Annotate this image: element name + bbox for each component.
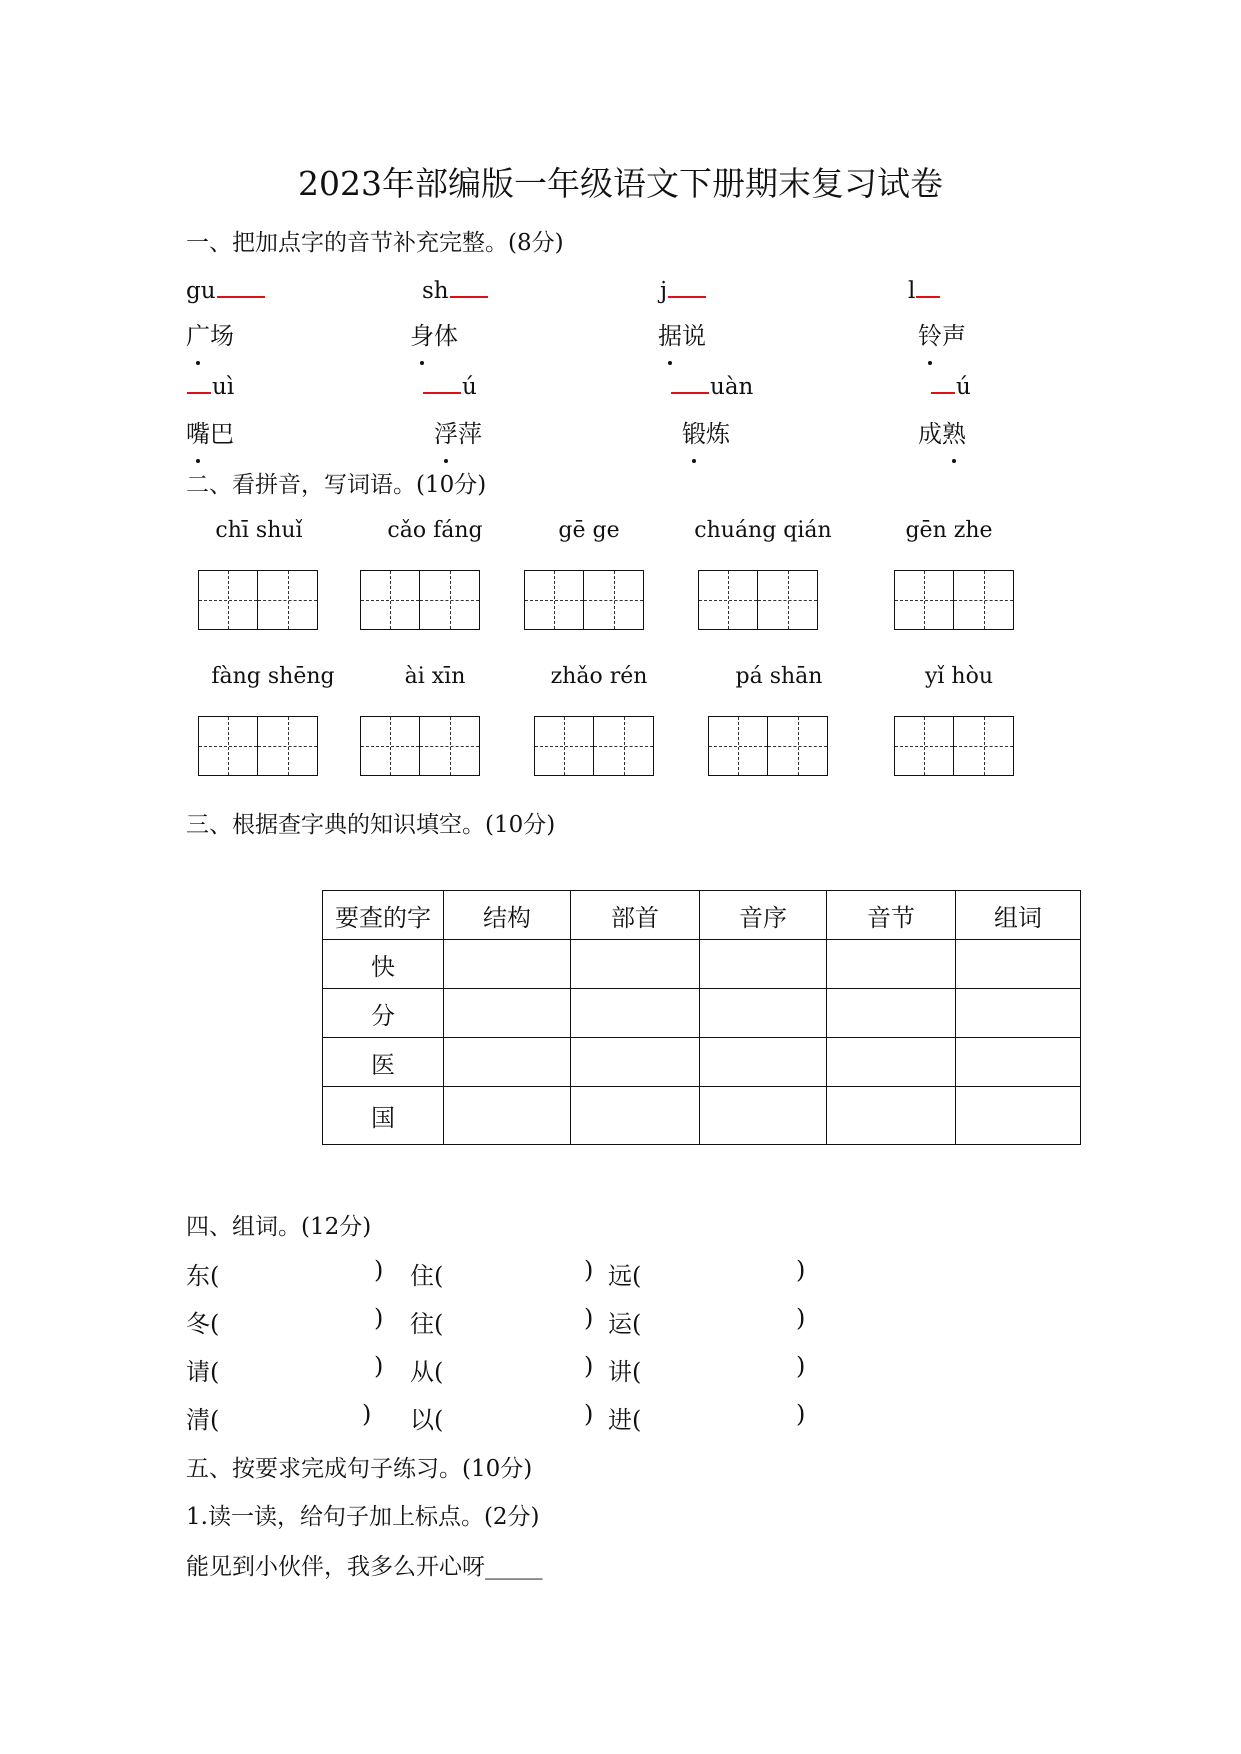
- writing-grid[interactable]: [198, 570, 318, 630]
- page-title: 2023年部编版一年级语文下册期末复习试卷: [298, 164, 943, 203]
- word-building-row: 请( ) 从( ) 讲( ): [186, 1352, 806, 1386]
- pinyin-prompt: chuáng qián: [694, 518, 832, 543]
- word-building-row: 东( ) 住( ) 远( ): [186, 1256, 806, 1290]
- word: 据说: [658, 316, 706, 351]
- lookup-char: 国: [323, 1087, 444, 1145]
- pinyin-item: sh: [422, 276, 489, 304]
- writing-grid[interactable]: [708, 716, 828, 776]
- pinyin-prompt: ài xīn: [404, 664, 466, 689]
- table-row: [323, 1038, 1081, 1087]
- answer-cell[interactable]: [444, 989, 571, 1038]
- answer-cell[interactable]: [827, 989, 956, 1038]
- writing-grid[interactable]: [198, 716, 318, 776]
- pinyin-prompt: gēn zhe: [905, 518, 993, 543]
- pinyin-blank[interactable]: [423, 372, 461, 394]
- answer-cell[interactable]: [827, 940, 956, 989]
- answer-cell[interactable]: [444, 1038, 571, 1087]
- answer-cell[interactable]: [700, 1038, 827, 1087]
- pinyin-item: uì: [186, 372, 234, 400]
- pinyin-blank[interactable]: [671, 372, 709, 394]
- lookup-char: 医: [323, 1038, 444, 1087]
- writing-grid[interactable]: [894, 716, 1014, 776]
- lookup-char: 分: [323, 989, 444, 1038]
- pinyin-prompt: gē ge: [558, 518, 620, 543]
- answer-cell[interactable]: [444, 1087, 571, 1145]
- answer-cell[interactable]: [571, 989, 700, 1038]
- pinyin-item: l: [908, 276, 941, 304]
- column-header: 部首: [571, 891, 700, 940]
- answer-cell[interactable]: [956, 989, 1081, 1038]
- writing-grid[interactable]: [698, 570, 818, 630]
- word: 铃声: [918, 316, 966, 351]
- table-row: [323, 940, 1081, 989]
- answer-cell[interactable]: [827, 1087, 956, 1145]
- section-1-heading: 一、把加点字的音节补充完整。(8分): [186, 230, 564, 256]
- writing-grid[interactable]: [534, 716, 654, 776]
- pinyin-prompt: chī shuǐ: [215, 518, 303, 543]
- writing-grid[interactable]: [894, 570, 1014, 630]
- pinyin-blank[interactable]: [916, 276, 940, 298]
- answer-cell[interactable]: [571, 940, 700, 989]
- pinyin-item: uàn: [670, 372, 753, 400]
- word: 嘴巴: [186, 414, 234, 449]
- column-header: 音序: [700, 891, 827, 940]
- pinyin-item: gu: [186, 276, 266, 304]
- pinyin-blank[interactable]: [931, 372, 955, 394]
- pinyin-prompt: yǐ hòu: [924, 664, 994, 689]
- answer-cell[interactable]: [571, 1038, 700, 1087]
- table-row: [323, 989, 1081, 1038]
- word: 浮萍: [434, 414, 482, 449]
- word: 锻炼: [682, 414, 730, 449]
- pinyin-blank[interactable]: [450, 276, 488, 298]
- answer-cell[interactable]: [827, 1038, 956, 1087]
- pinyin-blank[interactable]: [668, 276, 706, 298]
- pinyin-prompt: cǎo fáng: [387, 518, 483, 543]
- answer-cell[interactable]: [571, 1087, 700, 1145]
- pinyin-prompt: pá shān: [735, 664, 823, 689]
- pinyin-blank[interactable]: [187, 372, 211, 394]
- section-4-heading: 四、组词。(12分): [186, 1214, 372, 1240]
- column-header: 要查的字: [323, 891, 444, 940]
- answer-cell[interactable]: [700, 1087, 827, 1145]
- answer-cell[interactable]: [956, 1087, 1081, 1145]
- writing-grid[interactable]: [360, 570, 480, 630]
- answer-cell[interactable]: [956, 940, 1081, 989]
- pinyin-item: j: [660, 276, 707, 304]
- word: 成熟: [918, 414, 966, 449]
- word: 身体: [410, 316, 458, 351]
- column-header: 组词: [956, 891, 1081, 940]
- dictionary-table: [322, 890, 1081, 1145]
- column-header: 结构: [444, 891, 571, 940]
- lookup-char: 快: [323, 940, 444, 989]
- answer-cell[interactable]: [444, 940, 571, 989]
- section-5-heading: 五、按要求完成句子练习。(10分): [186, 1456, 533, 1482]
- table-header-row: [323, 891, 1081, 940]
- answer-cell[interactable]: [700, 989, 827, 1038]
- sentence: 能见到小伙伴，我多么开心呀_____: [186, 1554, 543, 1580]
- question-1: 1.读一读，给句子加上标点。(2分): [186, 1504, 540, 1530]
- pinyin-prompt: fàng shēng: [211, 664, 335, 689]
- column-header: 音节: [827, 891, 956, 940]
- writing-grid[interactable]: [524, 570, 644, 630]
- pinyin-item: ú: [930, 372, 971, 400]
- section-2-heading: 二、看拼音，写词语。(10分): [186, 472, 487, 498]
- pinyin-blank[interactable]: [217, 276, 265, 298]
- answer-cell[interactable]: [956, 1038, 1081, 1087]
- answer-cell[interactable]: [700, 940, 827, 989]
- writing-grid[interactable]: [360, 716, 480, 776]
- pinyin-item: ú: [422, 372, 477, 400]
- table-row: [323, 1087, 1081, 1145]
- word: 广场: [186, 316, 234, 351]
- punctuation-blank[interactable]: _____: [485, 1554, 543, 1580]
- word-building-row: 冬( ) 往( ) 运( ): [186, 1304, 806, 1338]
- word-building-row: 清( ) 以( ) 进( ): [186, 1400, 806, 1434]
- pinyin-prompt: zhǎo rén: [550, 664, 648, 689]
- section-3-heading: 三、根据查字典的知识填空。(10分): [186, 812, 556, 838]
